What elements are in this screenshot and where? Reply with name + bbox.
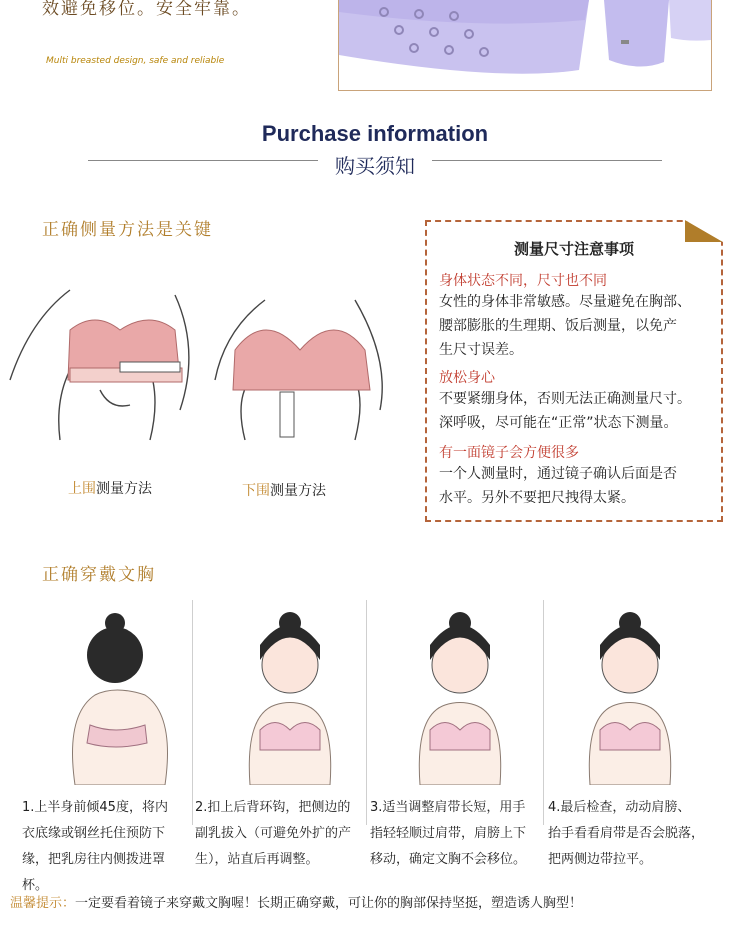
wear-section-title: 正确穿戴文胸 bbox=[42, 565, 156, 585]
notice-title: 测量尺寸注意事项 bbox=[513, 240, 634, 258]
wear-step-2-illustration bbox=[215, 605, 365, 785]
wear-step-1-illustration bbox=[35, 605, 185, 785]
wear-step-1-text: 1.上半身前倾45度，将内 衣底缘或钢丝托住预防下 缘，把乳房往内侧拨进罩 杯。 bbox=[22, 800, 168, 893]
step-divider-1 bbox=[192, 600, 193, 825]
caption-lower-rest: 测量方法 bbox=[270, 483, 326, 499]
section-title-zh: 购买须知 bbox=[335, 154, 415, 178]
notice-heading-3: 有一面镜子会方便很多 bbox=[439, 445, 579, 461]
measure-section-title: 正确侧量方法是关键 bbox=[42, 220, 213, 240]
step-divider-2 bbox=[366, 600, 367, 825]
title-divider-right bbox=[432, 160, 662, 161]
top-chinese-text: 效避免移位。安全牢靠。 bbox=[42, 0, 251, 19]
section-title-en: Purchase information bbox=[261, 121, 489, 146]
caption-lower-measure bbox=[242, 480, 326, 500]
warm-tip bbox=[10, 892, 582, 911]
caption-upper-measure bbox=[68, 478, 152, 498]
wear-step-4-illustration bbox=[555, 605, 705, 785]
notice-body-2: 不要紧绷身体，否则无法正确测量尺寸。 深呼吸，尽可能在“正常”状态下测量。 bbox=[439, 391, 691, 431]
caption-upper-highlight: 上围 bbox=[68, 481, 96, 497]
caption-upper-rest: 测量方法 bbox=[96, 481, 152, 497]
upper-measure-illustration bbox=[0, 270, 200, 460]
warm-tip-label: 温馨提示： bbox=[10, 896, 76, 911]
caption-lower-highlight: 下围 bbox=[242, 483, 270, 499]
notice-heading-1: 身体状态不同，尺寸也不同 bbox=[439, 273, 607, 289]
lower-measure-illustration bbox=[205, 280, 395, 460]
wear-step-3-illustration bbox=[385, 605, 535, 785]
warm-tip-text: 一定要看着镜子来穿戴文胸喔！长期正确穿戴，可让你的胸部保持坚挺，塑造诱人胸型！ bbox=[75, 896, 583, 911]
title-divider-left bbox=[88, 160, 318, 161]
notice-body-1: 女性的身体非常敏感。尽量避免在胸部、 腰部膨胀的生理期、饭后测量，以免产 生尺寸误差。 bbox=[439, 294, 691, 358]
notice-heading-2: 放松身心 bbox=[439, 370, 495, 386]
step-divider-3 bbox=[543, 600, 544, 825]
bra-hook-closeup-image bbox=[338, 0, 712, 91]
measurement-notice-box bbox=[425, 220, 723, 522]
wear-step-3-text: 3.适当调整肩带长短，用手 指轻轻顺过肩带，肩膀上下 移动，确定文胸不会移位。 bbox=[370, 800, 527, 867]
wear-step-4-text: 4.最后检查，动动肩膀、 抬手看看肩带是否会脱落， 把两侧边带拉平。 bbox=[548, 800, 705, 867]
notice-body-3: 一个人测量时，通过镜子确认后面是否 水平。另外不要把尺拽得太紧。 bbox=[439, 466, 677, 506]
wear-step-2-text: 2.扣上后背环钩，把侧边的 副乳拔入（可避免外扩的产 生），站直后再调整。 bbox=[195, 800, 352, 867]
top-english-text: Multi breasted design, safe and reliable bbox=[46, 56, 225, 66]
